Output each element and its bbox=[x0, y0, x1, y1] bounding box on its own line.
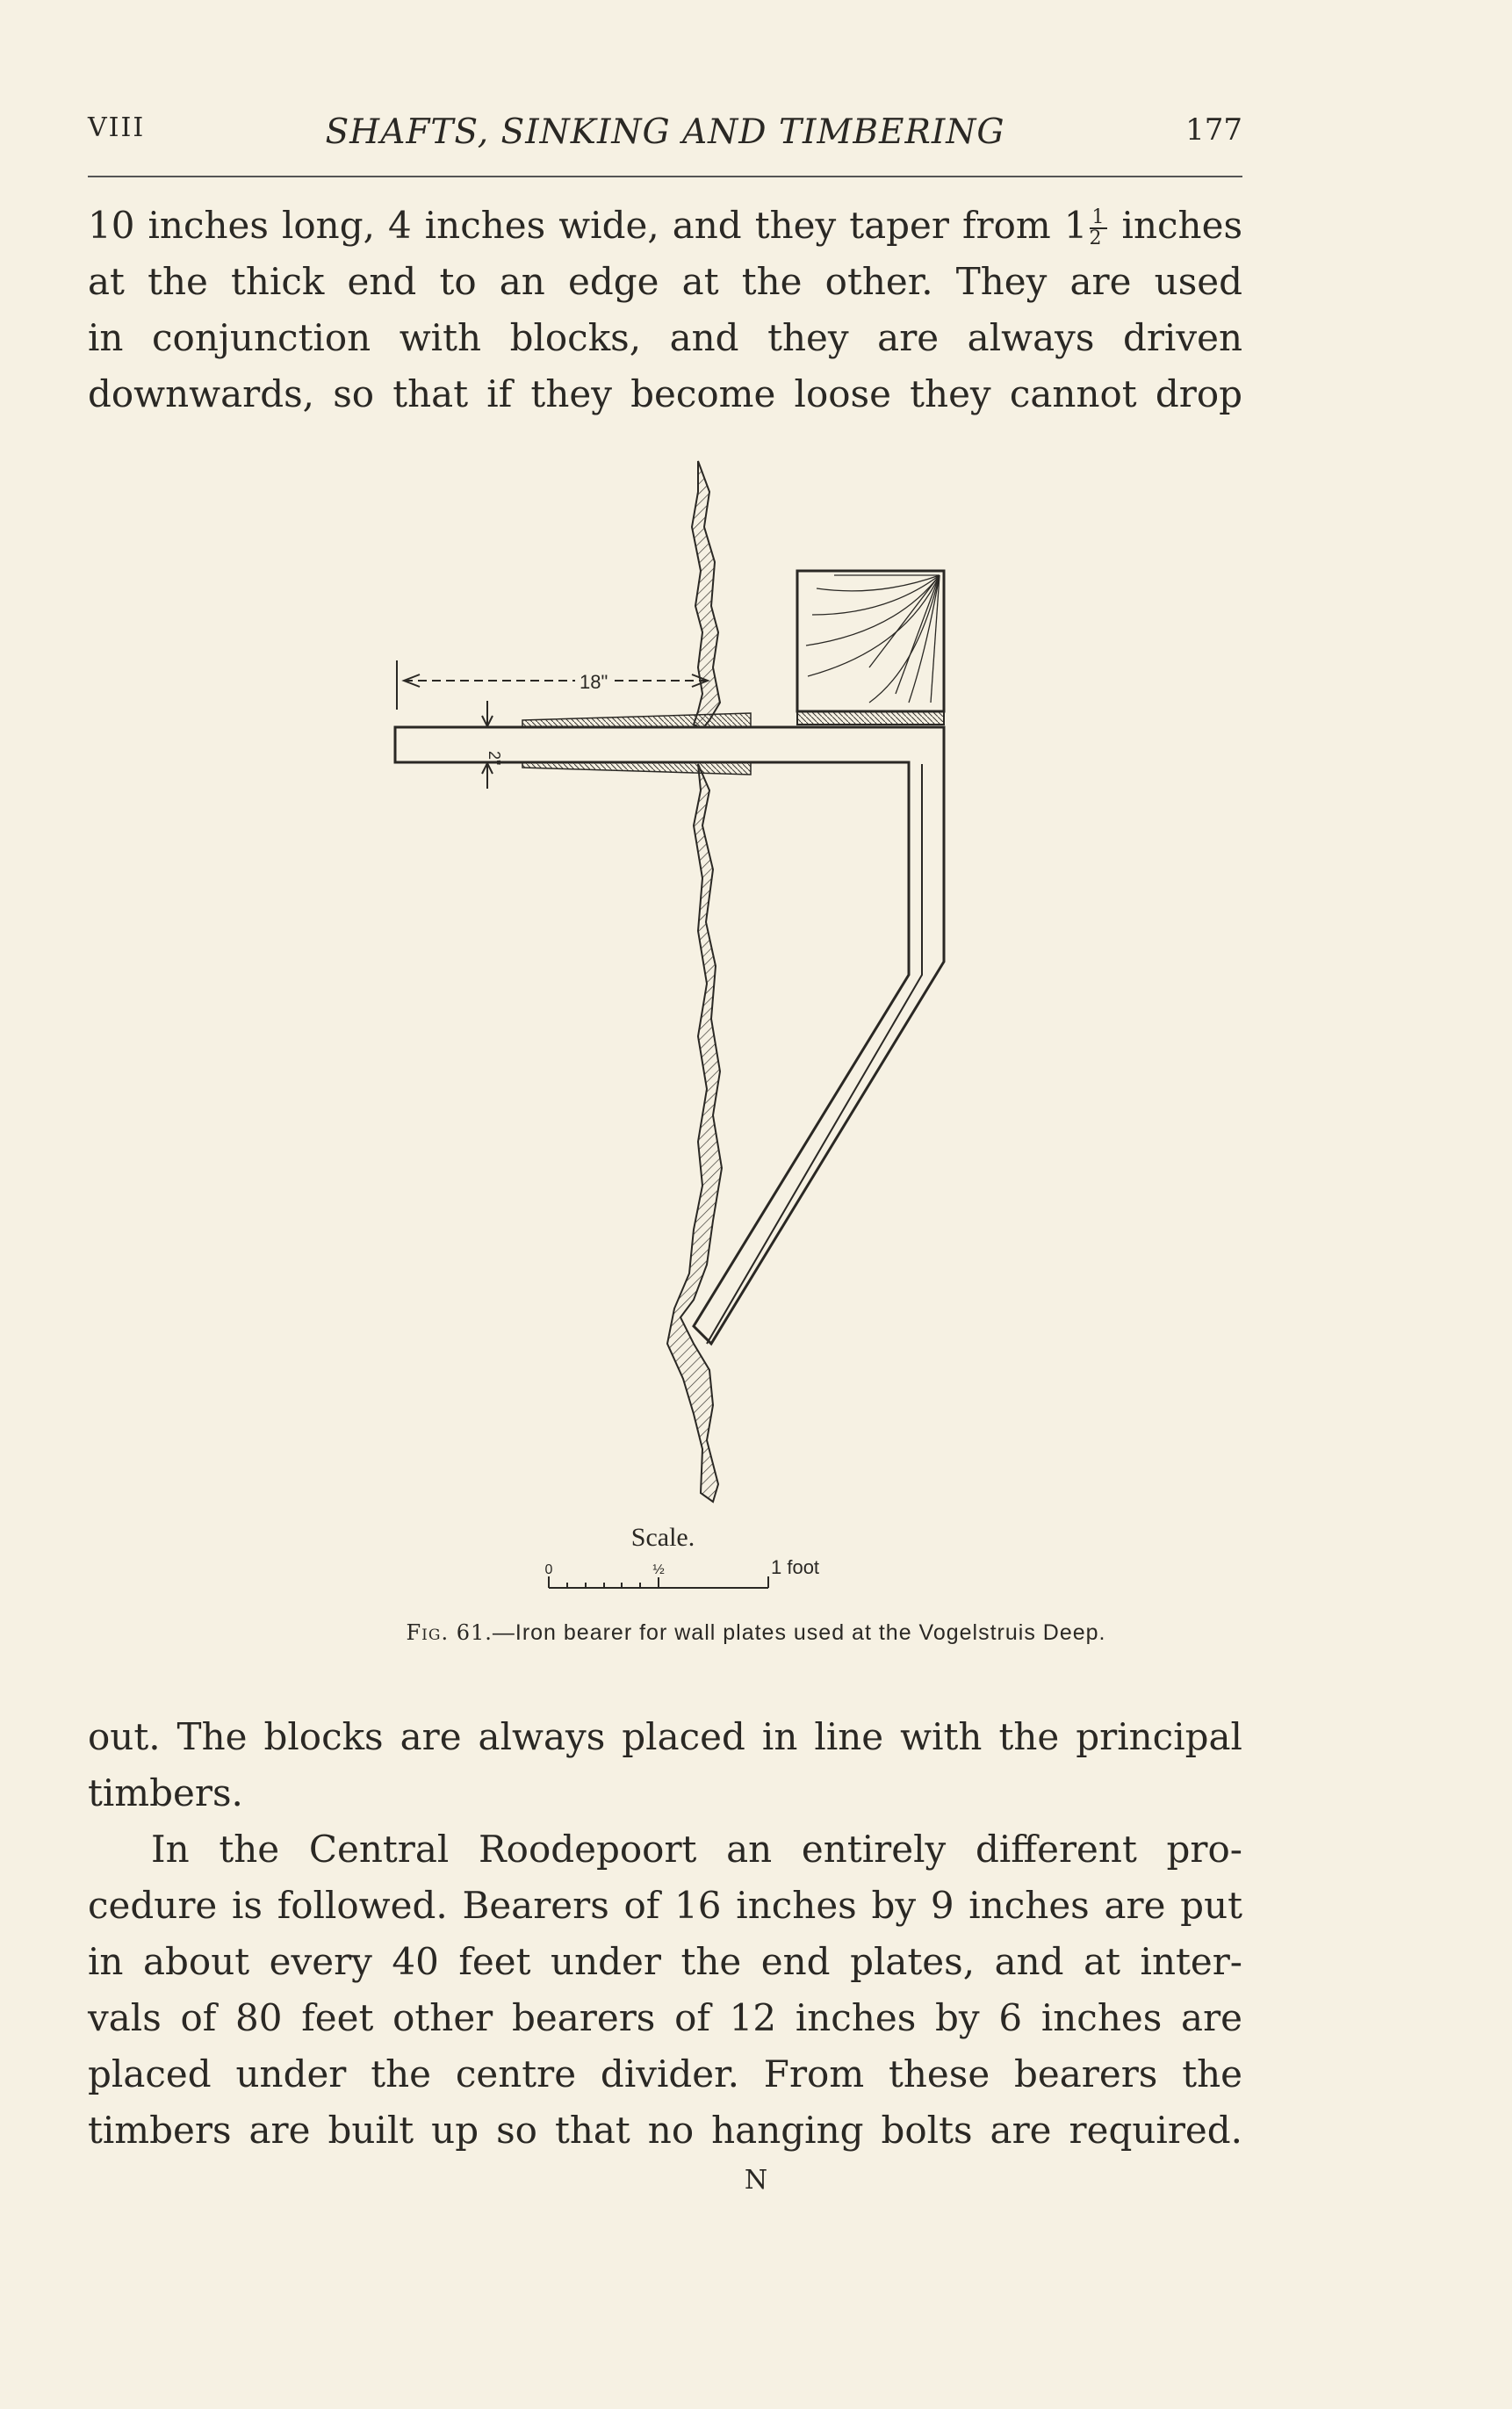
scale-bar bbox=[549, 1576, 768, 1588]
caption-text: —Iron bearer for wall plates used at the Vogelstruis Deep. bbox=[492, 1620, 1106, 1645]
text-line: out. The blocks are always placed in line with the principal bbox=[88, 1715, 1242, 1758]
figure-label: Fig. 61. bbox=[406, 1620, 493, 1645]
text-line: in conjunction with blocks, and they are always driven bbox=[88, 316, 1242, 359]
running-title: SHAFTS, SINKING AND TIMBERING bbox=[325, 112, 1005, 152]
scale-zero: 0 bbox=[544, 1562, 553, 1577]
text-line: timbers are built up so that no hanging bolts are required. bbox=[88, 2109, 1242, 2152]
text-line: vals of 80 feet other bearers of 12 inches by 6 inches are bbox=[88, 1996, 1242, 2039]
thickness-dimension-label: 2" bbox=[486, 751, 503, 766]
chapter-number: VIII bbox=[88, 112, 146, 143]
scale-end: 1 foot bbox=[771, 1556, 820, 1578]
wall-plate-timber bbox=[797, 571, 944, 711]
scale-title: Scale. bbox=[630, 1523, 695, 1552]
rock-wall-lower bbox=[667, 764, 722, 1502]
width-dimension bbox=[397, 660, 708, 710]
upper-wedge bbox=[522, 713, 751, 727]
header-rule bbox=[88, 176, 1242, 177]
rock-wall bbox=[692, 461, 720, 729]
text-line: in about every 40 feet under the end plates, and at inter- bbox=[88, 1940, 1242, 1983]
running-header bbox=[88, 112, 1242, 162]
signature-mark: N bbox=[744, 2165, 768, 2196]
paragraph-top bbox=[88, 198, 1242, 422]
iron-bearer bbox=[395, 727, 944, 1344]
fraction: $\frac{1}{2}$ bbox=[1090, 208, 1107, 249]
text-line: downwards, so that if they become loose they cannot drop bbox=[88, 372, 1242, 415]
paragraph-bottom bbox=[88, 1709, 1242, 1821]
text-line: timbers. bbox=[88, 1771, 243, 1814]
width-dimension-label: 18" bbox=[580, 671, 608, 693]
text-line: In the Central Roodepoort an entirely different pro- bbox=[151, 1828, 1242, 1871]
text-line: at the thick end to an edge at the other. They are used bbox=[88, 260, 1242, 303]
lower-wedge bbox=[522, 762, 751, 775]
bearer-seat-plate bbox=[797, 711, 944, 725]
text-line: placed under the centre divider. From these bearers the bbox=[88, 2052, 1242, 2095]
text-line: cedure is followed. Bearers of 16 inches by 9 inches are put bbox=[88, 1884, 1242, 1927]
scale-half: ½ bbox=[652, 1562, 665, 1577]
figure-caption bbox=[0, 1620, 1512, 1646]
text-line: 10 inches long, 4 inches wide, and they taper from 1 $\frac{1}{2}$ inches bbox=[88, 204, 1242, 249]
page-number: 177 bbox=[1185, 112, 1242, 148]
paragraph-roodepoort bbox=[88, 1821, 1242, 2159]
iron-bearer-figure bbox=[263, 439, 1229, 1669]
